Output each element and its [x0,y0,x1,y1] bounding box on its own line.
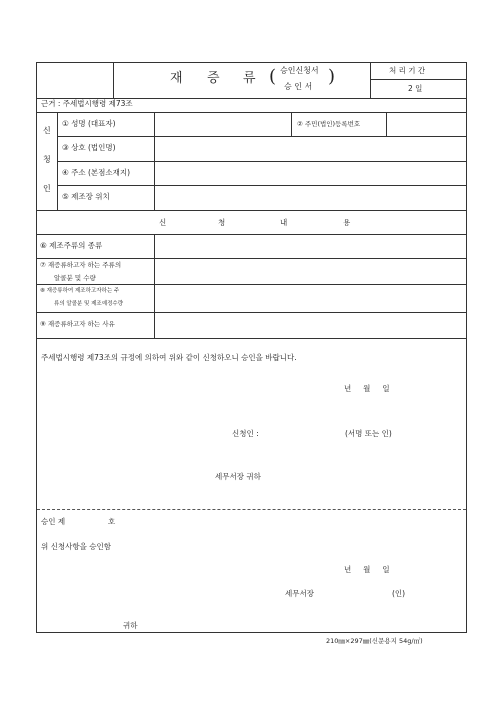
approval-date: 년 월 일 [344,565,390,574]
signature-seal-note: (서명 또는 인) [345,429,392,438]
redistill-reason-field[interactable] [155,313,466,338]
address-field[interactable] [155,162,466,185]
frame-top [36,62,467,63]
approval-seal: (인) [392,589,406,598]
processing-period-label: 처 리 기 간 [389,66,426,75]
redistill-output-field[interactable] [155,285,466,312]
redistill-input-label-line-1: ⑦ 재증류하고자 하는 주류의 [40,261,122,269]
contents-header-char-4: 용 [343,218,351,227]
title-paren-close: ) [328,66,336,87]
title-option-approval: 승 인 서 [284,82,313,91]
approval-number-suffix: 호 [108,517,116,526]
title-option-application: 승인신청서 [280,66,319,75]
paper-spec: 210㎜×297㎜(신문용지 54g/㎡) [326,637,423,645]
form-title-char-3: 류 [243,71,256,86]
title-paren-open: ( [269,66,277,87]
applicant-side-char-1: 신 [43,126,51,135]
factory-location-field[interactable] [155,186,466,210]
contents-header-char-1: 신 [159,218,167,227]
legal-basis: 근거 : 주세법시행령 제73조 [41,99,133,108]
redistill-output-label-line-2: 류의 알콜분 및 제조예정수량 [54,301,124,307]
name-field[interactable] [155,113,290,136]
cut-line [37,509,466,510]
declaration-text: 주세법시행령 제73조의 규정에 의하여 위와 같이 신청하오니 승인을 바랍니다. [41,353,297,362]
address-label: ④ 주소 (본점소재지) [62,168,131,177]
name-label: ① 성명 (대표자) [62,119,116,128]
approval-addressee: 귀하 [123,621,138,630]
declaration-date: 년 월 일 [344,384,390,393]
processing-period-value: 2 일 [408,84,423,93]
redistill-reason-label: ⑨ 재증류하고자 하는 사유 [40,320,115,328]
contents-header-char-2: 청 [218,218,226,227]
applicant-signature-label: 신청인 : [232,429,259,438]
factory-location-label: ⑤ 제조장 위치 [62,192,110,201]
frame-right [466,62,467,633]
company-name-field[interactable] [155,137,466,161]
contents-header-char-3: 내 [280,218,288,227]
registration-number-label: ② 주민(법인)등록번호 [297,120,361,128]
redistill-input-label-line-2: 알콜분 및 수량 [54,274,96,282]
frame-left [36,62,37,633]
approval-statement: 위 신청사항을 승인함 [41,542,111,551]
approval-officer: 세무서장 [285,589,314,598]
registration-number-field[interactable] [387,113,466,136]
redistill-input-field[interactable] [155,259,466,284]
liquor-type-field[interactable] [155,235,466,258]
liquor-type-label: ⑥ 제조주류의 종류 [40,241,103,250]
frame-bottom [36,632,467,633]
redistill-output-label-line-1: ⑧ 재증류하여 제조하고자하는 주 [40,288,120,294]
company-name-label: ③ 상호 (법인명) [62,143,116,152]
form-title-char-2: 증 [207,71,220,86]
approval-number-label: 승인 제 [41,517,66,526]
applicant-side-char-2: 청 [43,155,51,164]
form-title-char-1: 재 [170,71,183,86]
declaration-addressee: 세무서장 귀하 [215,472,261,481]
applicant-side-char-3: 인 [43,184,51,193]
